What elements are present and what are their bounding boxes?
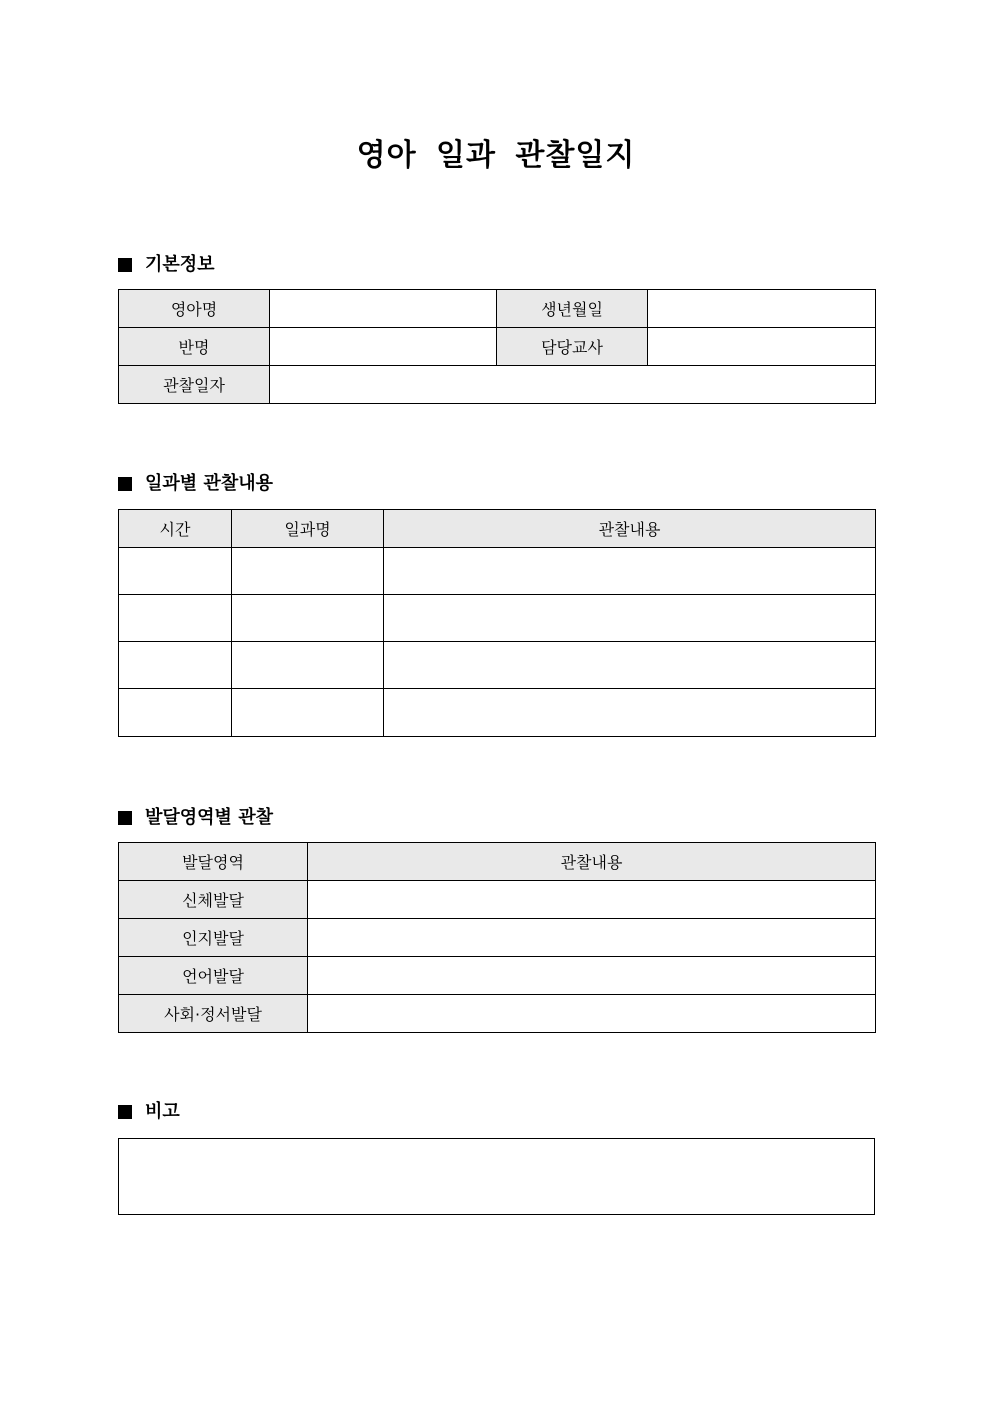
section-heading-label: 발달영역별 관찰 (145, 807, 273, 828)
remarks-table (118, 1138, 875, 1215)
content-cell[interactable] (384, 642, 876, 689)
column-header-content: 관찰내용 (384, 510, 876, 548)
section-heading-remarks (118, 1100, 180, 1124)
table-header-row (119, 843, 876, 881)
development-observation-table (118, 842, 876, 1033)
content-cell[interactable] (384, 689, 876, 737)
area-label-cognitive: 인지발달 (119, 919, 308, 957)
time-cell[interactable] (119, 595, 232, 642)
square-bullet-icon (118, 258, 132, 272)
table-header-row (119, 510, 876, 548)
time-cell[interactable] (119, 642, 232, 689)
infant-name-label: 영아명 (119, 290, 270, 328)
table-row (119, 595, 876, 642)
routine-cell[interactable] (232, 548, 384, 595)
table-row (119, 366, 876, 404)
content-cell[interactable] (308, 881, 876, 919)
teacher-label: 담당교사 (497, 328, 648, 366)
teacher-field[interactable] (648, 328, 876, 366)
basic-info-table (118, 289, 876, 404)
birth-date-field[interactable] (648, 290, 876, 328)
page-title: 영아 일과 관찰일지 (356, 138, 636, 173)
square-bullet-icon (118, 477, 132, 491)
column-header-routine: 일과명 (232, 510, 384, 548)
time-cell[interactable] (119, 548, 232, 595)
column-header-area: 발달영역 (119, 843, 308, 881)
section-heading-label: 일과별 관찰내용 (145, 473, 273, 494)
content-cell[interactable] (308, 957, 876, 995)
table-row (119, 642, 876, 689)
class-name-field[interactable] (270, 328, 497, 366)
table-row (119, 881, 876, 919)
routine-cell[interactable] (232, 642, 384, 689)
area-label-language: 언어발달 (119, 957, 308, 995)
birth-date-label: 생년월일 (497, 290, 648, 328)
table-row (119, 328, 876, 366)
section-heading-basic-info (118, 253, 215, 277)
time-cell[interactable] (119, 689, 232, 737)
content-cell[interactable] (308, 995, 876, 1033)
content-cell[interactable] (384, 595, 876, 642)
table-row (119, 689, 876, 737)
section-heading-routine-observation (118, 472, 273, 496)
column-header-time: 시간 (119, 510, 232, 548)
content-cell[interactable] (308, 919, 876, 957)
table-row (119, 957, 876, 995)
observation-date-label: 관찰일자 (119, 366, 270, 404)
area-label-physical: 신체발달 (119, 881, 308, 919)
routine-cell[interactable] (232, 689, 384, 737)
content-cell[interactable] (384, 548, 876, 595)
table-row (119, 919, 876, 957)
remarks-field[interactable] (119, 1139, 875, 1215)
square-bullet-icon (118, 1105, 132, 1119)
column-header-content: 관찰내용 (308, 843, 876, 881)
section-heading-development-observation (118, 806, 273, 830)
section-heading-label: 기본정보 (145, 254, 215, 275)
table-row (119, 548, 876, 595)
routine-observation-table (118, 509, 876, 737)
table-row (119, 290, 876, 328)
routine-cell[interactable] (232, 595, 384, 642)
table-row (119, 995, 876, 1033)
observation-date-field[interactable] (270, 366, 876, 404)
section-heading-label: 비고 (145, 1101, 180, 1122)
square-bullet-icon (118, 811, 132, 825)
infant-name-field[interactable] (270, 290, 497, 328)
class-name-label: 반명 (119, 328, 270, 366)
area-label-social-emotional: 사회·정서발달 (119, 995, 308, 1033)
table-row (119, 1139, 875, 1215)
